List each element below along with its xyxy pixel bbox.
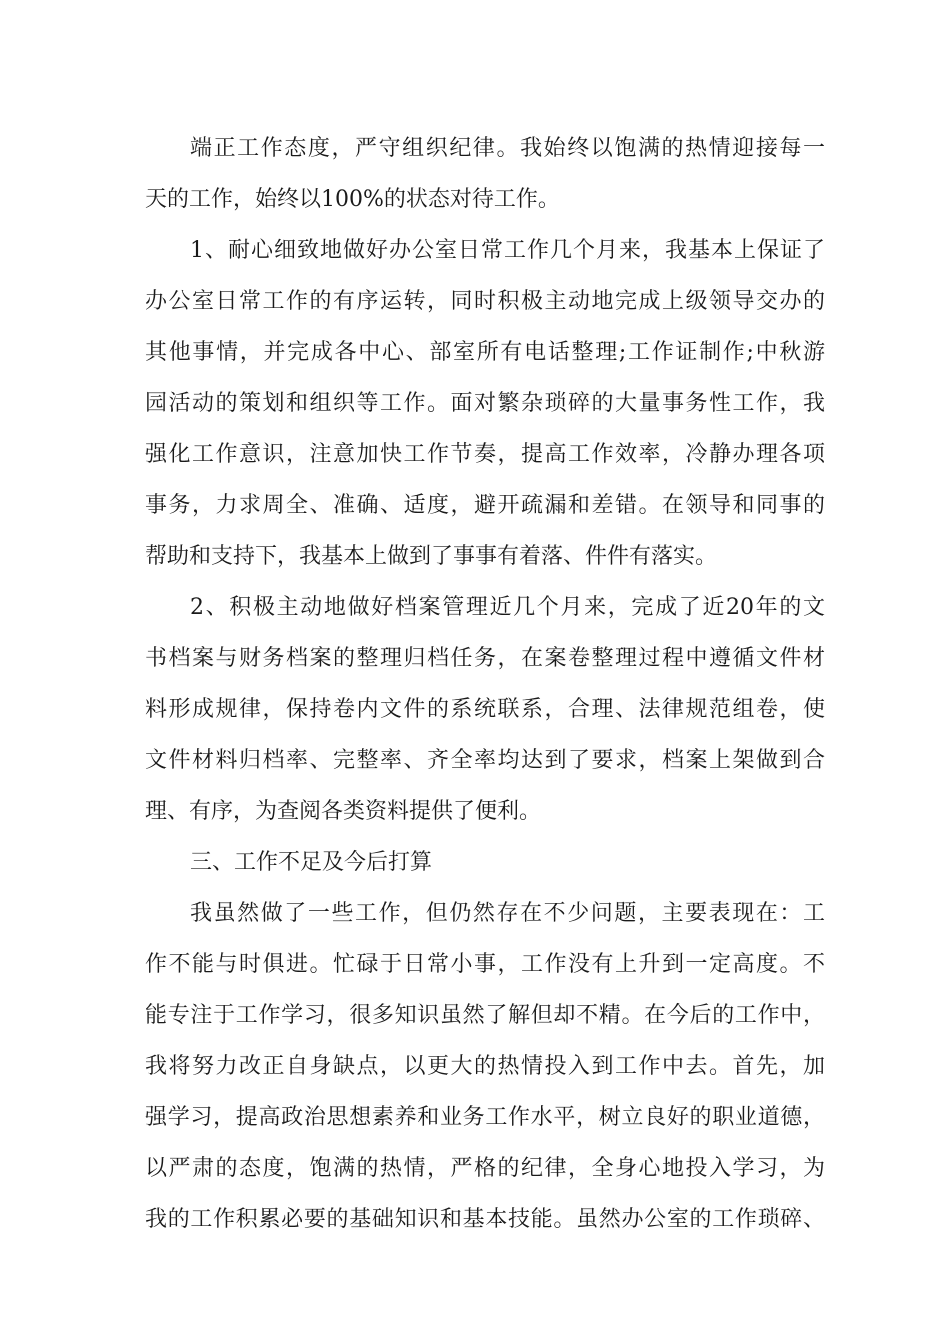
paragraph-line: 2、积极主动地做好档案管理近几个月来，完成了近20年的文 <box>190 595 825 620</box>
paragraph-line: 书档案与财务档案的整理归档任务，在案卷整理过程中遵循文件材 <box>145 646 825 671</box>
paragraph-line: 文件材料归档率、完整率、齐全率均达到了要求，档案上架做到合 <box>145 748 825 773</box>
paragraph-line: 能专注于工作学习，很多知识虽然了解但却不精。在今后的工作中， <box>145 1003 825 1028</box>
paragraph-line: 我的工作积累必要的基础知识和基本技能。虽然办公室的工作琐碎、 <box>145 1207 825 1232</box>
paragraph-line: 以严肃的态度，饱满的热情，严格的纪律，全身心地投入学习，为 <box>145 1156 825 1181</box>
paragraph-line: 强化工作意识，注意加快工作节奏，提高工作效率，冷静办理各项 <box>145 442 825 467</box>
paragraph-line: 天的工作，始终以100%的状态对待工作。 <box>145 187 560 212</box>
paragraph-line: 我将努力改正自身缺点，以更大的热情投入到工作中去。首先，加 <box>145 1054 825 1079</box>
paragraph-line: 作不能与时俱进。忙碌于日常小事，工作没有上升到一定高度。不 <box>145 952 825 977</box>
paragraph-line: 理、有序，为查阅各类资料提供了便利。 <box>145 799 542 824</box>
paragraph-line: 料形成规律，保持卷内文件的系统联系，合理、法律规范组卷，使 <box>145 697 825 722</box>
paragraph-line: 其他事情，并完成各中心、部室所有电话整理;工作证制作;中秋游 <box>145 340 825 365</box>
paragraph-line: 端正工作态度，严守组织纪律。我始终以饱满的热情迎接每一 <box>190 136 825 161</box>
paragraph-line: 帮助和支持下，我基本上做到了事事有着落、件件有落实。 <box>145 544 718 569</box>
paragraph-line: 1、耐心细致地做好办公室日常工作几个月来，我基本上保证了 <box>190 238 825 263</box>
paragraph-line: 园活动的策划和组织等工作。面对繁杂琐碎的大量事务性工作，我 <box>145 391 825 416</box>
section-heading: 三、工作不足及今后打算 <box>190 850 433 875</box>
paragraph-line: 事务，力求周全、准确、适度，避开疏漏和差错。在领导和同事的 <box>145 493 825 518</box>
paragraph-line: 我虽然做了一些工作，但仍然存在不少问题，主要表现在：工 <box>190 901 825 926</box>
paragraph-line: 强学习，提高政治思想素养和业务工作水平，树立良好的职业道德， <box>145 1105 825 1130</box>
paragraph-line: 办公室日常工作的有序运转，同时积极主动地完成上级领导交办的 <box>145 289 825 314</box>
